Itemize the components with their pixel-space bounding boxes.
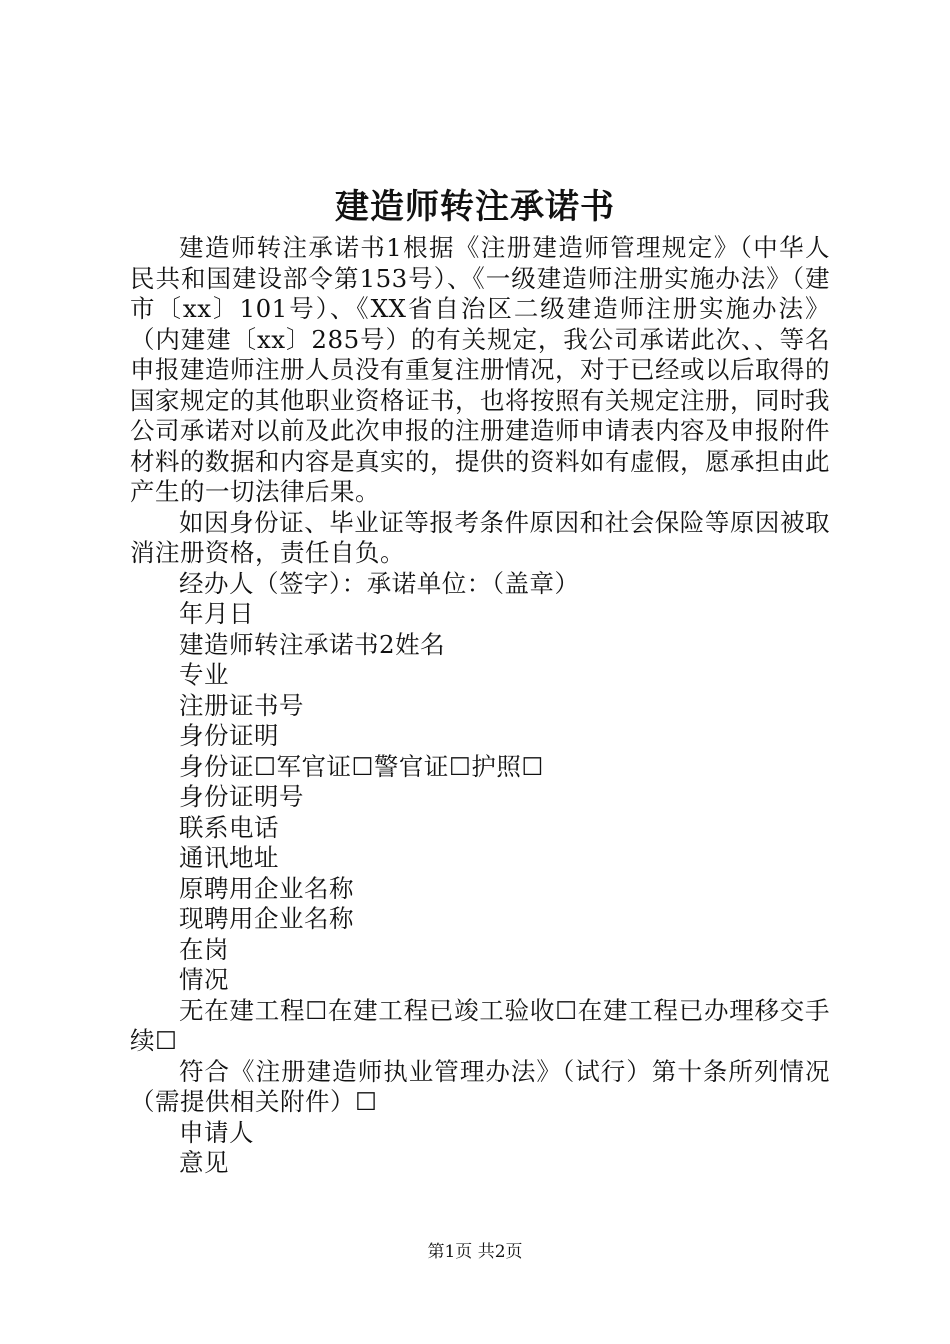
form-line-current-employer: 现聘用企业名称 <box>179 904 354 933</box>
form-line-name: 建造师转注承诺书2姓名 <box>179 629 446 659</box>
form-line-on-duty: 在岗 <box>179 934 229 964</box>
applicant-label: 申请人 <box>179 1117 254 1147</box>
signature-line: 经办人（签字）：承诺单位：（盖章） <box>179 568 580 598</box>
opinion-label: 意见 <box>179 1148 229 1177</box>
form-line-certificate-number: 注册证书号 <box>179 690 304 720</box>
commitment-paragraph: 建造师转注承诺书1根据《注册建造师管理规定》（中华人民共和国建设部令第153号）、《一级建造师注册实施办法》（建市〔xx〕101号）、《XX省自治区二级建造师注册实施办法》（内建建〔xx〕285号）的有关规定，我公司承诺此次、、等名申报建造师注册人员没有重复注册情况，对于已经或以后取得的国家规定的其他职业资格证书，也将按照有关规定注册，同时我公司承诺对以前及此次申报的注册建造师申请表内容及申报附件材料的数据和内容是真实的，提供的资料如有虚假，愿承担由此产生的一切法律后果。 <box>130 233 830 506</box>
form-line-former-employer: 原聘用企业名称 <box>179 873 354 903</box>
form-line-major: 专业 <box>179 660 229 689</box>
date-line: 年月日 <box>179 599 254 628</box>
regulation-compliance-paragraph: 符合《注册建造师执业管理办法》（试行）第十条所列情况（需提供相关附件）☐ <box>130 1056 830 1116</box>
project-status-paragraph: 无在建工程☐在建工程已竣工验收☐在建工程已办理移交手续☐ <box>130 995 830 1055</box>
form-line-id-proof: 身份证明 <box>179 721 279 750</box>
form-line-id-types: 身份证☐军官证☐警官证☐护照☐ <box>179 751 544 781</box>
form-line-situation: 情况 <box>179 965 229 994</box>
page-footer: 第1页 共2页 <box>427 1242 523 1262</box>
form-line-id-number: 身份证明号 <box>179 782 304 811</box>
document-title: 建造师转注承诺书 <box>335 187 615 227</box>
form-line-phone: 联系电话 <box>179 812 279 842</box>
responsibility-paragraph: 如因身份证、毕业证等报考条件原因和社会保险等原因被取消注册资格，责任自负。 <box>130 507 830 567</box>
form-line-address: 通讯地址 <box>179 843 279 872</box>
document-body <box>130 233 830 1179</box>
